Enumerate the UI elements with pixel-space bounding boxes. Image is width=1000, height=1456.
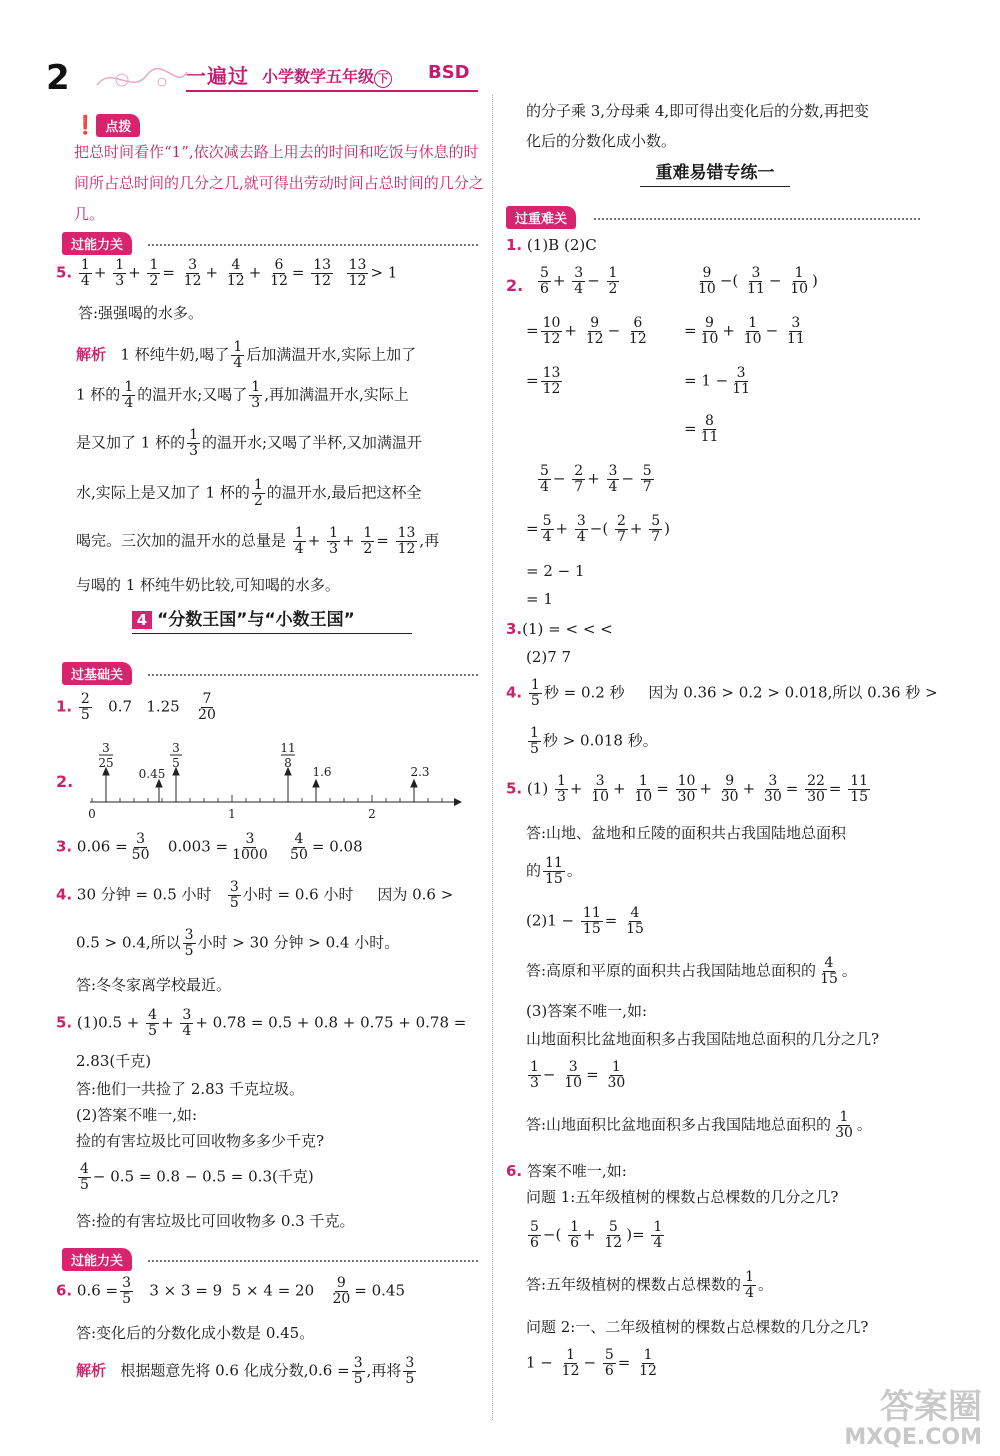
r5-calc-3: $\frac{1}{3}$ − $\frac{3}{10}$ = $\frac{1}{30}$	[530, 1059, 626, 1091]
tag-divider	[594, 218, 920, 220]
jiexi-line-1: 解析 1 杯纯牛奶,喝了 $\frac{1}{4}$ 后加满温开水,实际上加了	[76, 339, 417, 371]
r5-answer-1b: 的 $\frac{11}{15}$ 。	[526, 855, 582, 887]
brand-logo: 一遍过	[186, 64, 249, 88]
svg-text:25: 25	[98, 756, 114, 770]
a6-jiexi: 解析 根据题意先将 0.6 化成分数,0.6 = $\frac{3}{5}$ ,再将 $\frac{3}{5}$	[76, 1355, 415, 1387]
r5-part-2: (2)1 − $\frac{11}{15}$ = $\frac{4}{15}$	[526, 905, 644, 937]
b5-line-1: 5. (1)0.5 + $\frac{4}{5}$ + $\frac{3}{4}$ + 0.78 = 0.5 + 0.8 + 0.75 + 0.78 =	[56, 1007, 467, 1039]
tag-divider	[148, 1260, 478, 1262]
r2-c-line-4: = 1	[526, 590, 553, 608]
jiexi-line-5: 喝完。三次加的温开水的总量是 $\frac{1}{4}$ + $\frac{1}{3}$ + $\frac{1}{2}$ = $\frac{13}{12}$ ,再	[76, 525, 440, 557]
b5-line-2: 2.83(千克)	[76, 1052, 152, 1070]
b4-line-2: 0.5 > 0.4,所以 $\frac{3}{5}$ 小时 > 30 分钟 > 0.4 小时。	[76, 927, 400, 959]
r5-answer-2: 答:高原和平原的面积共占我国陆地总面积的 $\frac{4}{15}$ 。	[526, 955, 857, 987]
b1-answers: 1. $\frac{2}{5}$ 0.7 1.25 $\frac{7}{20}$	[56, 691, 216, 723]
jiexi-line-3: 是又加了 1 杯的 $\frac{1}{3}$ 的温开水;又喝了半杯,又加满温开	[76, 427, 422, 459]
b4-line-1: 4. 30 分钟 = 0.5 小时 $\frac{3}{5}$ 小时 = 0.6 小时 因为 0.6 >	[56, 879, 454, 911]
hint-tag: ❗ 点拨	[74, 114, 140, 137]
a6-answer: 答:变化后的分数化成小数是 0.45。	[76, 1324, 315, 1342]
jiexi-line-4: 水,实际上是又加了 1 杯的 $\frac{1}{2}$ 的温开水,最后把这杯全	[76, 477, 422, 509]
r2-c-line-2: = $\frac{5}{4}$ + $\frac{3}{4}$ −( $\frac{2}{7}$ + $\frac{5}{7}$ )	[526, 513, 671, 545]
a6-line: 6. 0.6 = $\frac{3}{5}$ 3 × 3 = 9 5 × 4 = 20 $\frac{9}{20}$ = 0.45	[56, 1275, 406, 1307]
edition-label: BSD	[428, 62, 470, 83]
point-label: 1.6	[312, 765, 332, 779]
b2-label: 2.	[56, 772, 74, 791]
b3-answers: 3. 0.06 = $\frac{3}{50}$ 0.003 = $\frac{3}{1000}$ $\frac{4}{50}$ = 0.08	[56, 831, 363, 863]
tick-label: 2	[368, 807, 376, 821]
tag-divider	[148, 244, 478, 246]
r5-part-3: (3)答案不唯一,如:	[526, 1002, 648, 1020]
r2-a-line-2: = $\frac{10}{12}$ + $\frac{9}{12}$ − $\frac{6}{12}$	[526, 315, 647, 347]
r6-calc-2: 1 − $\frac{1}{12}$ − $\frac{5}{6}$ = $\frac{1}{12}$	[526, 1347, 657, 1379]
svg-text:3: 3	[172, 741, 180, 755]
r4-line-1: 4. $\frac{1}{5}$ 秒 = 0.2 秒 因为 0.36 > 0.2 > 0.018,所以 0.36 秒 >	[506, 677, 938, 709]
hint-text: 把总时间看作“1”,依次减去路上用去的时间和吃饭与休息的时间所占总时间的几分之几,就可得出劳动时间占总时间的几分之几。	[74, 143, 484, 223]
column-divider	[492, 95, 493, 1420]
r6-intro: 6. 答案不唯一,如:	[506, 1162, 627, 1180]
point-label: 0.45	[138, 767, 166, 781]
r5-answer-1: 答:山地、盆地和丘陵的面积共占我国陆地总面积	[526, 824, 847, 842]
r6-calc-1: $\frac{5}{6}$ −( $\frac{1}{6}$ + $\frac{5}{12}$ )= $\frac{1}{4}$	[530, 1219, 663, 1251]
basic-tag: 过基础关	[62, 662, 132, 685]
right-top-2: 化后的分数化成小数。	[526, 132, 677, 150]
r3-line-1: 3.(1) = < < <	[506, 620, 613, 638]
page-number: 2	[46, 58, 70, 98]
r2-b-line-2: = $\frac{9}{10}$ + $\frac{1}{10}$ − $\frac{3}{11}$	[684, 315, 805, 347]
svg-text:11: 11	[280, 741, 296, 755]
r2-label: 2.	[506, 276, 524, 295]
svg-text:5: 5	[172, 756, 180, 770]
r5-question-3: 山地面积比盆地面积多占我国陆地总面积的几分之几?	[526, 1030, 880, 1048]
svg-text:8: 8	[284, 756, 292, 770]
r3-line-2: (2)7 7	[526, 648, 572, 666]
grade-mark: 下	[374, 70, 392, 88]
b5-calc: $\frac{4}{5}$ − 0.5 = 0.8 − 0.5 = 0.3(千克)	[80, 1161, 314, 1193]
r5-answer-3: 答:山地面积比盆地面积多占我国陆地总面积的 $\frac{1}{30}$ 。	[526, 1109, 872, 1141]
b5-answer-1: 答:他们一共捡了 2.83 千克垃圾。	[76, 1080, 304, 1098]
tag-divider	[148, 674, 478, 676]
r6-question-2: 问题 2:一、二年级植树的棵数占总棵数的几分之几?	[526, 1318, 869, 1336]
b4-answer: 答:冬冬家离学校最近。	[76, 976, 232, 994]
jiexi-line-2: 1 杯的 $\frac{1}{4}$ 的温开水;又喝了 $\frac{1}{3}$ ,再加满温开水,实际上	[76, 379, 409, 411]
r2-a-line-1: $\frac{5}{6}$ + $\frac{3}{4}$ − $\frac{1}{2}$	[540, 265, 618, 297]
ability-tag: 过能力关	[62, 232, 132, 255]
watermark: 答案圈 MXQE.COM	[844, 1387, 982, 1450]
header-underline	[186, 90, 478, 92]
b5-answer-2: 答:捡的有害垃圾比可回收物多 0.3 千克。	[76, 1212, 355, 1230]
r2-a-line-3: = $\frac{13}{12}$	[526, 365, 561, 397]
jiexi-line-6: 与喝的 1 杯纯牛奶比较,可知喝的水多。	[76, 576, 340, 594]
r5-line-1: 5. (1) $\frac{1}{3}$ + $\frac{3}{10}$ + $\frac{1}{10}$ = $\frac{10}{30}$ + $\frac{9}{30}$ + $\frac{3}{30}$ = $\frac{22}{30}$ = $\frac{11}{15}$	[506, 773, 869, 805]
q5-answer: 答:强强喝的水多。	[78, 304, 204, 322]
subject-title: 小学数学五年级 下	[262, 64, 392, 88]
b5-part-2: (2)答案不唯一,如:	[76, 1106, 198, 1124]
tick-label: 0	[88, 807, 96, 821]
tick-label: 1	[228, 807, 236, 821]
number-line	[82, 740, 462, 830]
hard-tag: 过重难关	[506, 206, 576, 229]
r2-b-line-4: = $\frac{8}{11}$	[684, 413, 719, 445]
r2-b-line-1: $\frac{9}{10}$ −( $\frac{3}{11}$ − $\frac{1}{10}$ )	[698, 265, 818, 297]
svg-text:3: 3	[102, 741, 110, 755]
hard-section-heading: 重难易错专练一	[640, 158, 790, 187]
r2-c-line-3: = 2 − 1	[526, 562, 585, 580]
b5-question-2: 捡的有害垃圾比可回收物多多少千克?	[76, 1132, 325, 1150]
r2-c-line-1: $\frac{5}{4}$ − $\frac{2}{7}$ + $\frac{3}{4}$ − $\frac{5}{7}$	[540, 463, 652, 495]
point-label: 2.3	[410, 765, 430, 779]
r6-answer-1: 答:五年级植树的棵数占总棵数的 $\frac{1}{4}$ 。	[526, 1269, 773, 1301]
ability-tag-2: 过能力关	[62, 1248, 132, 1271]
r2-b-line-3: = 1 − $\frac{3}{11}$	[684, 365, 751, 397]
r6-question-1: 问题 1:五年级植树的棵数占总棵数的几分之几?	[526, 1188, 839, 1206]
right-top-1: 的分子乘 3,分母乘 4,即可得出变化后的分数,再把变	[526, 102, 869, 120]
r4-line-2: $\frac{1}{5}$ 秒 > 0.018 秒。	[530, 725, 658, 757]
r1-answers: 1. (1)B (2)C	[506, 236, 597, 254]
section-4-heading: 4 “分数王国”与“小数王国”	[132, 605, 414, 635]
q5-equation: 5. $\frac{1}{4}$ + $\frac{1}{3}$ + $\frac{1}{2}$ = $\frac{3}{12}$ + $\frac{4}{12}$ + $\frac{6}{12}$ = $\frac{13}{12}$ $\frac{13}{12}$ > 1	[56, 257, 398, 289]
